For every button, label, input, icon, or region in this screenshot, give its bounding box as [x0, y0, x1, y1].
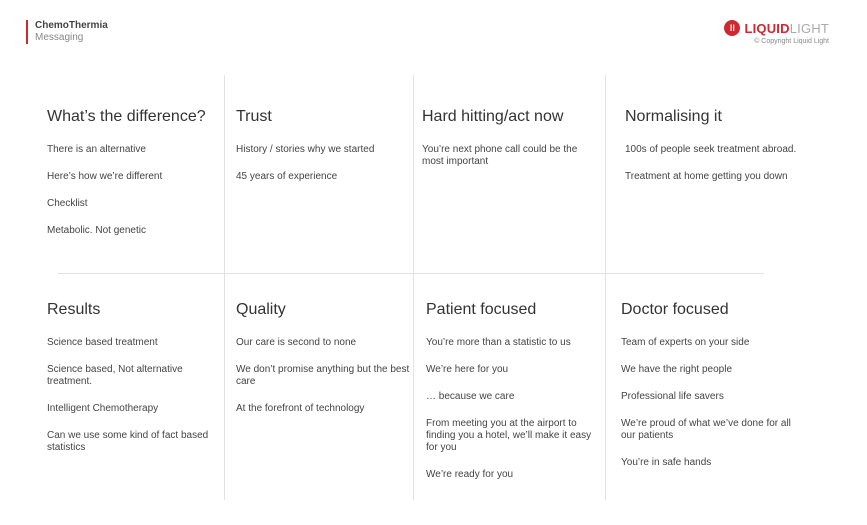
cell-normalising-it — [625, 107, 800, 198]
copyright-notice: © Copyright Liquid Light — [754, 38, 829, 45]
cell-item: 45 years of experience — [236, 171, 338, 182]
cell-item: You’re next phone call could be the most important — [422, 144, 578, 167]
cell-heading: Results — [47, 301, 101, 318]
cell-heading: Trust — [236, 108, 272, 125]
cell-heading: What’s the difference? — [47, 108, 206, 125]
column-divider — [605, 75, 606, 500]
logo-wordmark-bold: LIQUID — [744, 20, 790, 36]
cell-item: Can we use some kind of fact based statistics — [47, 430, 209, 453]
cell-item: From meeting you at the airport to finding you a hotel, we’ll make it easy for you — [426, 418, 592, 453]
project-title: ChemoThermia — [35, 20, 108, 31]
column-divider — [224, 75, 225, 500]
cell-item: Here’s how we’re different — [47, 171, 163, 182]
cell-item: Professional life savers — [621, 391, 724, 402]
cell-item: Treatment at home getting you down — [625, 171, 788, 182]
logo-wordmark-light: LIGHT — [789, 20, 829, 36]
cell-item: We’re ready for you — [426, 469, 514, 480]
cell-trust — [236, 107, 411, 198]
cell-item: We don’t promise anything but the best care — [236, 364, 410, 387]
cell-item: You’re more than a statistic to us — [426, 337, 571, 348]
cell-item: Metabolic. Not genetic — [47, 225, 146, 236]
cell-hard-hitting — [422, 107, 597, 183]
cell-results — [47, 300, 222, 469]
cell-item: At the forefront of technology — [236, 403, 365, 414]
cell-item: We’re here for you — [426, 364, 509, 375]
cell-doctor-focused — [621, 300, 796, 484]
cell-item: There is an alternative — [47, 144, 146, 155]
cell-heading: Quality — [236, 301, 286, 318]
cell-heading: Doctor focused — [621, 301, 729, 318]
document-header — [26, 20, 108, 44]
row-divider — [58, 273, 764, 274]
cell-item: Science based treatment — [47, 337, 158, 348]
cell-item: Our care is second to none — [236, 337, 357, 348]
cell-item: Team of experts on your side — [621, 337, 750, 348]
cell-item: … because we care — [426, 391, 515, 402]
cell-quality — [236, 300, 411, 430]
cell-item: Checklist — [47, 198, 88, 209]
cell-item: Intelligent Chemotherapy — [47, 403, 159, 414]
liquid-light-logo — [724, 20, 829, 45]
logo-mark-icon: ll — [724, 20, 740, 36]
cell-item: Science based, Not alternative treatment. — [47, 364, 183, 387]
cell-heading: Hard hitting/act now — [422, 108, 564, 125]
cell-item: We’re proud of what we’ve done for all our patients — [621, 418, 791, 441]
column-divider — [413, 75, 414, 500]
cell-item: We have the right people — [621, 364, 733, 375]
cell-patient-focused — [426, 300, 601, 496]
cell-whats-the-difference — [47, 107, 222, 252]
cell-item: You’re in safe hands — [621, 457, 712, 468]
cell-heading: Normalising it — [625, 108, 722, 125]
cell-heading: Patient focused — [426, 301, 537, 318]
project-subtitle: Messaging — [35, 32, 84, 43]
cell-item: History / stories why we started — [236, 144, 375, 155]
cell-item: 100s of people seek treatment abroad. — [625, 144, 797, 155]
